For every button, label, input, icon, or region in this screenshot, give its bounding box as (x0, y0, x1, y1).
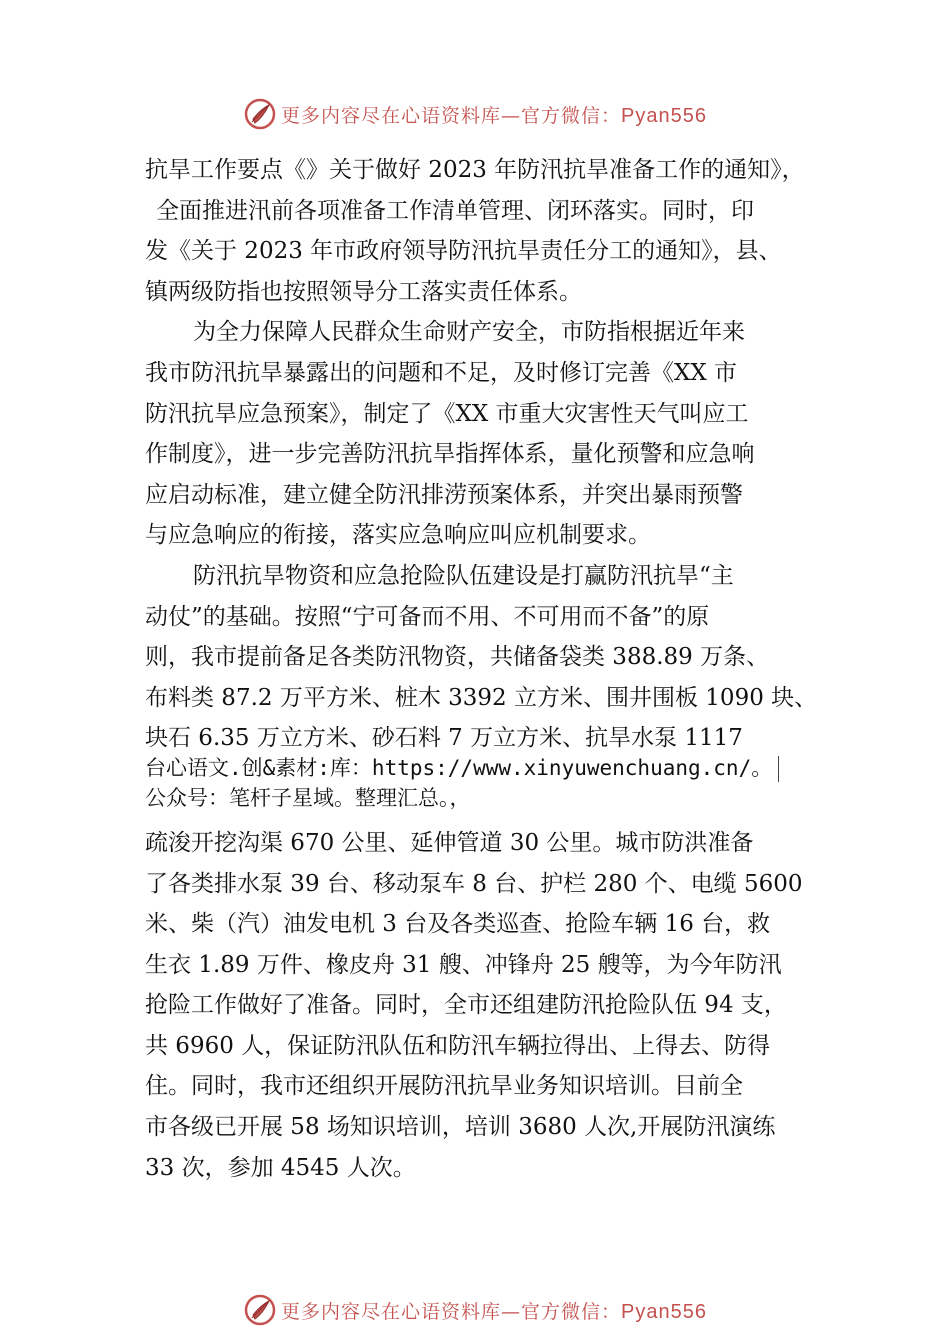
source-note-line: 台心语文.创&素材:库：https://www.xinyuwenchuang.cn/。 (145, 755, 773, 780)
paragraph-line: 抢险工作做好了准备。同时，全市还组建防汛抢险队伍 94 支， (145, 992, 787, 1019)
quill-seal-icon (243, 97, 277, 131)
wechat-id: Pyan556 (621, 104, 707, 127)
paragraph-line: 防汛抗旱应急预案》，制定了《XX 市重大灾害性天气叫应工 (145, 400, 749, 427)
paragraph-line: 住。同时，我市还组织开展防汛抗旱业务知识培训。目前全 (145, 1073, 743, 1100)
paragraph-line: 应启动标准，建立健全防汛排涝预案体系，并突出暴雨预警 (145, 481, 743, 508)
banner-text: 更多内容尽在心语资料库—官方微信：Pyan556 (281, 1300, 707, 1323)
paragraph-line: 全面推进汛前各项准备工作清单管理、闭环落实。同时，印 (156, 197, 754, 224)
paragraph-line: 镇两级防指也按照领导分工落实责任体系。 (145, 278, 582, 305)
cursor-bar (778, 756, 779, 782)
paragraph-line: 作制度》，进一步完善防汛抗旱指挥体系，量化预警和应急响 (145, 441, 755, 468)
paragraph-line: 布料类 87.2 万平方米、桩木 3392 立方米、围井围板 1090 块、 (145, 684, 818, 711)
paragraph-line: 为全力保障人民群众生命财产安全，市防指根据近年来 (193, 319, 745, 346)
source-note-line: 公众号：笔杆子星域。整理汇总。， (145, 785, 471, 810)
paragraph-line: 生衣 1.89 万件、橡皮舟 31 艘、冲锋舟 25 艘等，为今年防汛 (145, 951, 782, 978)
header-banner (0, 94, 950, 134)
paragraph-line: 块石 6.35 万立方米、砂石料 7 万立方米、抗旱水泵 1117 (145, 725, 743, 752)
paragraph-line: 动仗”的基础。按照“宁可备而不用、不可用而不备”的原 (145, 603, 710, 630)
paragraph-line: 米、柴（汽）油发电机 3 台及各类巡查、抢险车辆 16 台，救 (145, 911, 771, 938)
paragraph-line: 防汛抗旱物资和应急抢险队伍建设是打赢防汛抗旱“主 (193, 562, 734, 589)
paragraph-line: 发《关于 2023 年市政府领导防汛抗旱责任分工的通知》，县、 (145, 238, 782, 265)
paragraph-line: 疏浚开挖沟渠 670 公里、延伸管道 30 公里。城市防洪准备 (145, 829, 754, 856)
quill-seal-icon (243, 1293, 277, 1327)
paragraph-line: 市各级已开展 58 场知识培训，培训 3680 人次,开展防汛演练 (145, 1114, 776, 1141)
paragraph-line: 共 6960 人，保证防汛队伍和防汛车辆拉得出、上得去、防得 (145, 1032, 771, 1059)
footer-banner (0, 1290, 950, 1330)
paragraph-line: 抗旱工作要点《》关于做好 2023 年防汛抗旱准备工作的通知》， (145, 157, 805, 183)
paragraph-line: 了各类排水泵 39 台、移动泵车 8 台、护栏 280 个、电缆 5600 (145, 870, 803, 897)
paragraph-line: 与应急响应的衔接，落实应急响应叫应机制要求。 (145, 522, 651, 549)
paragraph-line: 33 次，参加 4545 人次。 (145, 1154, 416, 1181)
source-note (145, 753, 815, 813)
document-body (145, 150, 818, 1188)
wechat-id: Pyan556 (621, 1300, 707, 1323)
banner-text: 更多内容尽在心语资料库—官方微信：Pyan556 (281, 104, 707, 127)
paragraph-line: 我市防汛抗旱暴露出的问题和不足，及时修订完善《XX 市 (145, 359, 738, 386)
paragraph-line: 则，我市提前备足各类防汛物资，共储备袋类 388.89 万条、 (145, 644, 770, 671)
